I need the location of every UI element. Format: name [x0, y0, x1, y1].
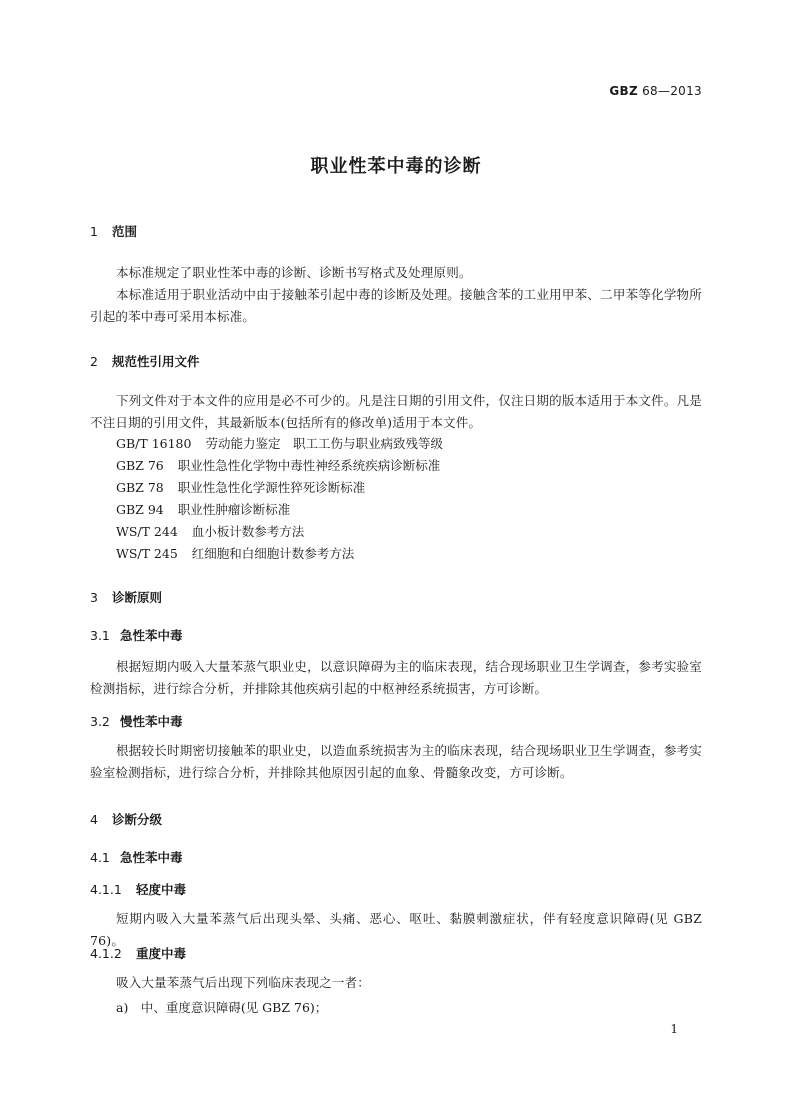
reference-title: 血小板计数参考方法 — [191, 524, 305, 539]
reference-title: 职业性肿瘤诊断标准 — [177, 502, 291, 517]
subsection-heading-4-1-1 — [90, 880, 186, 898]
subsection-title: 重度中毒 — [136, 946, 187, 961]
reference-title: 职业性急性化学源性猝死诊断标准 — [177, 480, 366, 495]
reference-title: 红细胞和白细胞计数参考方法 — [191, 546, 355, 561]
reference-title: 职业性急性化学物中毒性神经系统疾病诊断标准 — [177, 458, 441, 473]
references-intro-paragraph: 下列文件对于本文件的应用是必不可少的。凡是注日期的引用文件，仅注日期的版本适用于本文件。凡是不注日期的引用文件，其最新版本(包括所有的修改单)适用于本文件。 — [90, 393, 702, 430]
reference-item — [116, 522, 304, 540]
subsection-number: 4.1.2 — [90, 946, 122, 961]
section-heading-2 — [90, 352, 200, 370]
page-number: 1 — [670, 1022, 678, 1036]
subsection-number: 3.2 — [90, 714, 110, 729]
subsection-heading-3-2 — [90, 712, 183, 730]
subsection-number: 4.1 — [90, 850, 110, 865]
mild-poisoning-paragraph: 短期内吸入大量苯蒸气后出现头晕、头痛、恶心、呕吐、黏膜刺激症状，伴有轻度意识障碍(见 GBZ 76)。 — [90, 911, 702, 948]
subsection-title: 慢性苯中毒 — [120, 714, 183, 729]
subsection-title: 轻度中毒 — [136, 882, 187, 897]
reference-item — [116, 434, 443, 452]
subsection-title: 急性苯中毒 — [120, 850, 183, 865]
subsection-heading-3-1 — [90, 626, 183, 644]
section-heading-4 — [90, 810, 162, 828]
severe-poisoning-paragraph: 吸入大量苯蒸气后出现下列临床表现之一者： — [116, 975, 371, 990]
section-title: 规范性引用文件 — [112, 354, 200, 369]
section-number: 4 — [90, 812, 98, 827]
standard-code — [609, 84, 702, 98]
section-number: 1 — [90, 224, 98, 239]
scope-paragraph-2: 本标准适用于职业活动中由于接触苯引起中毒的诊断及处理。接触含苯的工业用甲苯、二甲苯等化学物所引起的苯中毒可采用本标准。 — [90, 287, 702, 324]
subsection-number: 3.1 — [90, 628, 110, 643]
scope-paragraph-1: 本标准规定了职业性苯中毒的诊断、诊断书写格式及处理原则。 — [116, 265, 472, 280]
reference-code: WS/T 245 — [116, 546, 178, 561]
subsection-title: 急性苯中毒 — [120, 628, 183, 643]
acute-principle-paragraph: 根据短期内吸入大量苯蒸气职业史，以意识障碍为主的临床表现，结合现场职业卫生学调查，参考实验室检测指标，进行综合分析，并排除其他疾病引起的中枢神经系统损害，方可诊断。 — [90, 659, 702, 696]
subsection-heading-4-1 — [90, 848, 183, 866]
reference-code: GBZ 78 — [116, 480, 164, 495]
list-item-a: a) 中、重度意识障碍(见 GBZ 76)； — [116, 1000, 328, 1015]
section-title: 范围 — [112, 224, 138, 239]
section-number: 2 — [90, 354, 98, 369]
standard-code-prefix: GBZ — [609, 84, 638, 98]
subsection-number: 4.1.1 — [90, 882, 122, 897]
section-title: 诊断原则 — [112, 590, 163, 605]
reference-item — [116, 456, 440, 474]
reference-code: GB/T 16180 — [116, 436, 192, 451]
reference-item — [116, 544, 354, 562]
reference-item — [116, 500, 290, 518]
reference-code: GBZ 94 — [116, 502, 164, 517]
standard-code-number: 68—2013 — [637, 84, 702, 98]
reference-code: WS/T 244 — [116, 524, 178, 539]
chronic-principle-paragraph: 根据较长时期密切接触苯的职业史，以造血系统损害为主的临床表现，结合现场职业卫生学调查，参考实验室检测指标，进行综合分析，并排除其他原因引起的血象、骨髓象改变，方可诊断。 — [90, 743, 702, 780]
section-title: 诊断分级 — [112, 812, 163, 827]
section-number: 3 — [90, 590, 98, 605]
reference-title: 劳动能力鉴定 职工工伤与职业病致残等级 — [205, 436, 443, 451]
reference-item — [116, 478, 365, 496]
section-heading-1 — [90, 222, 137, 240]
section-heading-3 — [90, 588, 162, 606]
document-title: 职业性苯中毒的诊断 — [310, 156, 482, 177]
reference-code: GBZ 76 — [116, 458, 164, 473]
subsection-heading-4-1-2 — [90, 944, 186, 962]
